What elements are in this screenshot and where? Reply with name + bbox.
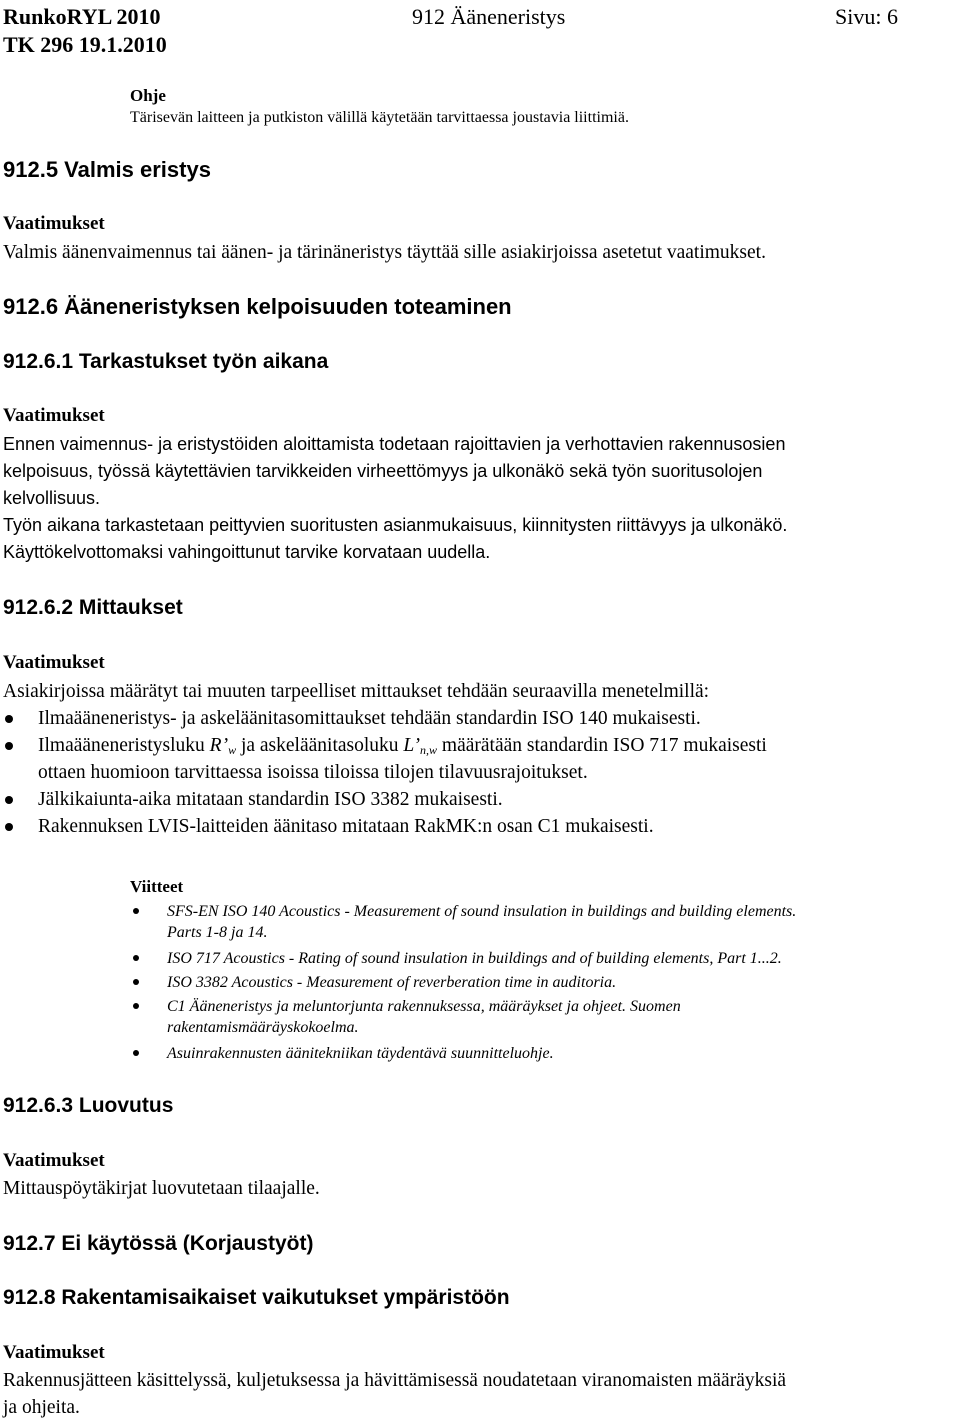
section-heading-912-6-3: 912.6.3 Luovutus	[3, 1094, 174, 1117]
paragraph-text: Asiakirjoissa määrätyt tai muuten tarpeelliset mittaukset tehdään seuraavilla menetelmillä:	[3, 681, 710, 702]
reference-item-continuation: rakentamismääräyskokoelma.	[167, 1019, 359, 1036]
list-item: Jälkikaiunta-aika mitataan standardin ISO 3382 mukaisesti.	[38, 789, 503, 810]
subscript-w: w	[228, 743, 237, 757]
paragraph-text: Valmis äänenvaimennus tai äänen- ja tärinäneristys täyttää sille asiakirjoissa asetetut vaatimukset.	[3, 242, 766, 263]
list-item-continuation: ottaen huomioon tarvittaessa isoissa tiloissa tilojen tilavuusrajoitukset.	[38, 762, 588, 783]
header-chapter-title: 912 Ääneneristys	[412, 4, 566, 29]
section-heading-912-6-1: 912.6.1 Tarkastukset työn aikana	[3, 350, 329, 373]
bullet-icon	[5, 796, 13, 804]
reference-item: ISO 717 Acoustics - Rating of sound insulation in buildings and of building elements, Part 1...2.	[167, 950, 782, 967]
section-heading-912-7: 912.7 Ei käytössä (Korjaustyöt)	[3, 1232, 314, 1255]
symbol-r: R’	[209, 735, 229, 756]
bullet-icon	[133, 979, 139, 985]
bullet-icon	[5, 715, 13, 723]
subscript-nw: n,w	[420, 743, 438, 757]
requirements-label: Vaatimukset	[3, 213, 105, 234]
references-label: Viitteet	[130, 877, 184, 896]
symbol-l: L’	[403, 735, 421, 756]
list-item: Rakennuksen LVIS-laitteiden äänitaso mitataan RakMK:n osan C1 mukaisesti.	[38, 816, 654, 837]
reference-item-continuation: Parts 1-8 ja 14.	[167, 924, 268, 941]
reference-item: Asuinrakennusten äänitekniikan täydentävä suunnitteluohje.	[167, 1045, 554, 1062]
list-item	[38, 733, 767, 764]
reference-item: SFS-EN ISO 140 Acoustics - Measurement of sound insulation in buildings and building elements.	[167, 903, 797, 920]
list-item-text: Ilmaääneneristysluku	[38, 735, 210, 756]
requirements-label: Vaatimukset	[3, 405, 105, 426]
requirements-label: Vaatimukset	[3, 1342, 105, 1363]
ohje-text: Tärisevän laitteen ja putkiston välillä käytetään tarvittaessa joustavia liittimiä.	[130, 109, 629, 126]
ohje-label: Ohje	[130, 86, 166, 105]
section-heading-912-5: 912.5 Valmis eristys	[3, 157, 211, 182]
requirements-label: Vaatimukset	[3, 1150, 105, 1171]
bullet-icon	[133, 1003, 139, 1009]
paragraph-line: Käyttökelvottomaksi vahingoittunut tarvike korvataan uudella.	[3, 542, 491, 562]
bullet-icon	[5, 823, 13, 831]
reference-item: ISO 3382 Acoustics - Measurement of reverberation time in auditoria.	[167, 974, 617, 991]
reference-item: C1 Ääneneristys ja meluntorjunta rakennuksessa, määräykset ja ohjeet. Suomen	[167, 998, 681, 1015]
header-page-number: Sivu: 6	[835, 4, 898, 29]
bullet-icon	[133, 1050, 139, 1056]
paragraph-text: Mittauspöytäkirjat luovutetaan tilaajalle.	[3, 1178, 320, 1199]
requirements-label: Vaatimukset	[3, 652, 105, 673]
paragraph-line: Työn aikana tarkastetaan peittyvien suoritusten asianmukaisuus, kiinnitysten riittävyys ja ulkonäkö.	[3, 515, 788, 535]
section-heading-912-6: 912.6 Ääneneristyksen kelpoisuuden toteaminen	[3, 294, 512, 319]
paragraph-line: Rakennusjätteen käsittelyssä, kuljetuksessa ja hävittämisessä noudatetaan viranomaisten määräyksiä	[3, 1370, 787, 1391]
paragraph-line: kelvollisuus.	[3, 488, 101, 508]
section-heading-912-8: 912.8 Rakentamisaikaiset vaikutukset ympäristöön	[3, 1286, 510, 1309]
list-item-text: määrätään standardin ISO 717 mukaisesti	[437, 735, 767, 756]
header-doc-date: TK 296 19.1.2010	[3, 32, 167, 57]
paragraph-line: ja ohjeita.	[3, 1397, 80, 1418]
section-heading-912-6-2: 912.6.2 Mittaukset	[3, 596, 183, 619]
list-item-text: ja askeläänitasoluku	[236, 735, 404, 756]
paragraph-line: Ennen vaimennus- ja eristystöiden aloittamista todetaan rajoittavien ja verhottavien rakennusosien	[3, 434, 786, 454]
bullet-icon	[5, 742, 13, 750]
header-doc-name: RunkoRYL 2010	[3, 4, 161, 29]
list-item: Ilmaääneneristys- ja askeläänitasomittaukset tehdään standardin ISO 140 mukaisesti.	[38, 708, 701, 729]
bullet-icon	[133, 908, 139, 914]
paragraph-line: kelpoisuus, työssä käytettävien tarvikkeiden virheettömyys ja ulkonäkö sekä työn suoritusolojen	[3, 461, 763, 481]
bullet-icon	[133, 955, 139, 961]
